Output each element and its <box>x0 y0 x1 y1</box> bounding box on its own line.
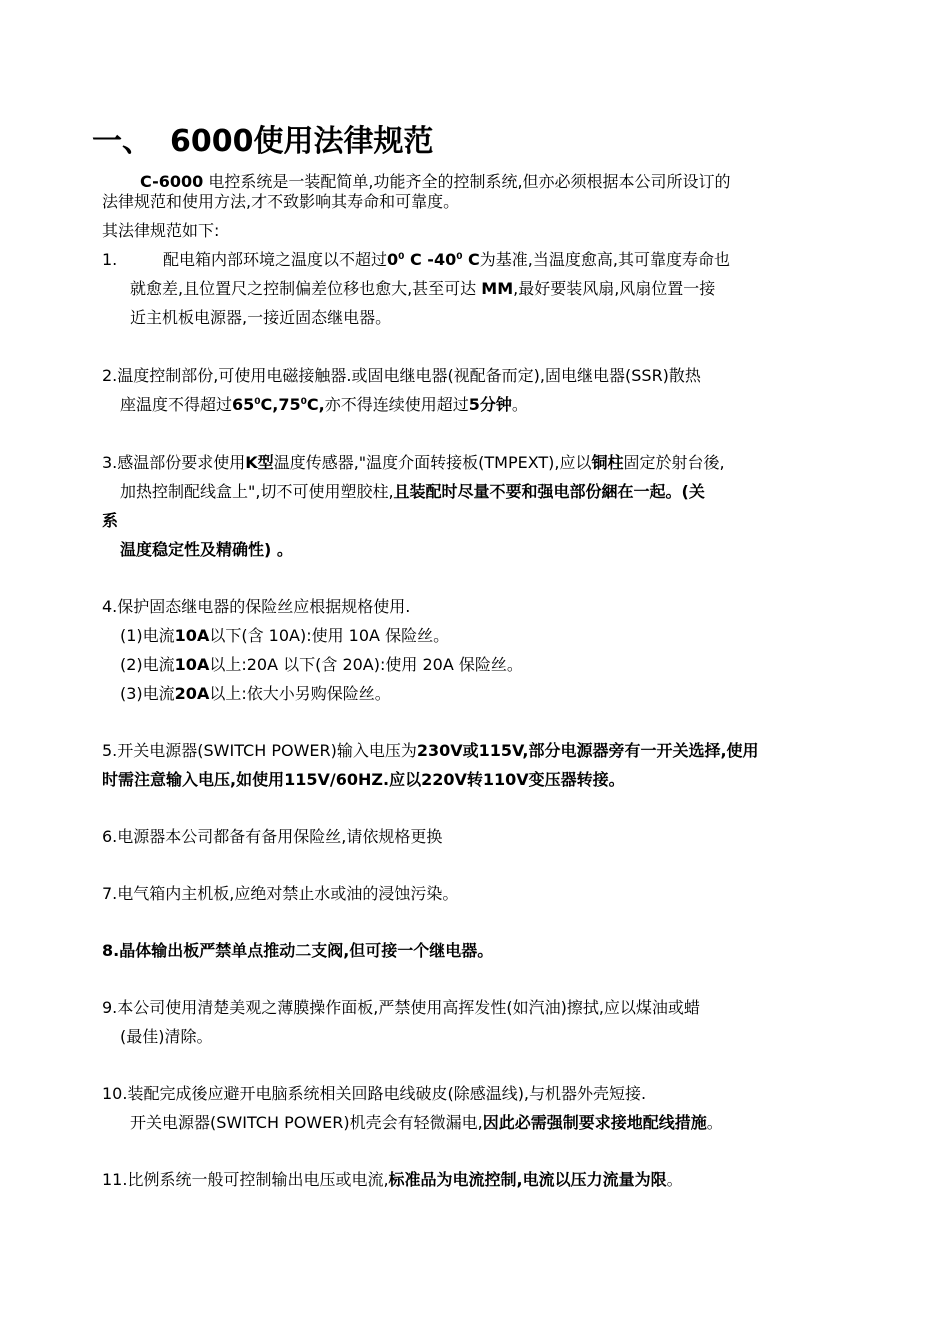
rule-3-line-4: 温度稳定性及精确性) 。 <box>120 540 293 559</box>
rule-2-temp-1: 65 <box>232 395 255 414</box>
rule-7: 7.电气箱内主机板,应绝对禁止水或油的浸蚀污染。 <box>102 884 459 903</box>
rule-4-sub-3-c: 以上:依大小另购保险丝。 <box>209 684 391 703</box>
rule-5-line-2-c: 应以 <box>389 770 422 789</box>
rule-4-sub-2 <box>120 655 523 675</box>
rule-2-temp-2: 75 <box>278 395 301 414</box>
rule-4-sub-2-a: (2)电流 <box>120 655 175 674</box>
rule-1-text-b: 为基准,当温度愈高,其可靠度寿命也 <box>479 250 730 269</box>
rule-2-temp-2-unit: C, <box>306 395 325 414</box>
rule-3-line-1-a: 3.感温部份要求使用 <box>102 453 246 472</box>
rule-5-line-1-b: 230V或115V,部分电源器旁有一开关选择,使用 <box>416 741 759 760</box>
rule-4-sub-2-current: 10A <box>174 655 210 674</box>
rule-2-line-2-a: 座温度不得超过 <box>120 395 233 414</box>
intro-code: C-6000 <box>140 172 204 191</box>
rule-2-line-1: 2.温度控制部份,可使用电磁接触器.或固电继电器(视配备而定),固电继电器(SSR)散热 <box>102 366 701 385</box>
rule-1-temp-low <box>387 250 480 269</box>
rule-10-line-2-a: 开关电源器(SWITCH POWER)机壳会有轻微漏电, <box>130 1113 483 1132</box>
rule-3-line-2-b: 且装配时尽量不要和强电部份綑在一起。(关 <box>393 482 705 501</box>
rule-11-b: 标准品为电流控制,电流以压力流量为限 <box>388 1170 667 1189</box>
rule-9-line-1: 9.本公司使用清楚美观之薄膜操作面板,严禁使用高挥发性(如汽油)擦拭,应以煤油或蜡 <box>102 998 700 1017</box>
rule-6: 6.电源器本公司都备有备用保险丝,请依规格更换 <box>102 827 443 846</box>
rule-2-line-2-b: 亦不得连续使用超过 <box>324 395 469 414</box>
rule-2-temp-1-degree: 0 <box>254 397 261 407</box>
rule-1-temp-low-degree: 0 <box>398 252 405 262</box>
rule-2-temps <box>232 395 325 414</box>
rule-4-sub-1 <box>120 626 449 646</box>
rule-2-duration: 5分钟 <box>468 395 512 414</box>
rule-4-sub-1-c: 以下(含 10A):使用 10A 保险丝。 <box>209 626 450 645</box>
rule-10-line-1: 10.装配完成後应避开电脑系统相关回路电线破皮(除感温线),与机器外壳短接. <box>102 1084 647 1103</box>
rule-2-line-2-end: 。 <box>511 395 528 414</box>
rule-3-k-type: K型 <box>245 453 274 472</box>
rule-4-sub-3-a: (3)电流 <box>120 684 175 703</box>
rule-4-sub-3-current: 20A <box>174 684 210 703</box>
rule-1-line-2-b: ,最好要装风扇,风扇位置一接 <box>513 279 716 298</box>
rule-9-line-2: (最佳)清除。 <box>120 1027 213 1046</box>
rule-11-a: 11.比例系统一般可控制输出电压或电流, <box>102 1170 389 1189</box>
rule-1-temp-high-unit: C <box>462 250 480 269</box>
rule-10-line-2 <box>130 1113 723 1133</box>
rule-5-line-2-g: 变压器转接。 <box>528 770 625 789</box>
rule-4-line-1: 4.保护固态继电器的保险丝应根据规格使用. <box>102 597 411 616</box>
rule-1-temp-low-value: 0 <box>387 250 399 269</box>
rule-2-temp-2-degree: 0 <box>300 397 307 407</box>
rule-3-line-3: 系 <box>102 511 119 530</box>
rule-5-line-2-f: 110V <box>482 770 529 789</box>
intro-line-1-text: 电控系统是一装配简单,功能齐全的控制系统,但亦必须根据本公司所设订的 <box>203 172 731 191</box>
rule-4-sub-1-current: 10A <box>174 626 210 645</box>
title-prefix: 一、 <box>92 124 152 159</box>
rule-1-line-3: 近主机板电源器,一接近固态继电器。 <box>130 308 392 327</box>
rule-3-line-1-d: 固定於射台後, <box>623 453 725 472</box>
rule-4-sub-3 <box>120 684 391 704</box>
rule-5-line-2-d: 220V <box>421 770 467 789</box>
rule-2-temp-1-unit: C, <box>260 395 279 414</box>
rule-1-temp-high-degree: 0 <box>456 252 463 262</box>
rule-3-line-1-b: 温度传感器,"温度介面转接板(TMPEXT),应以 <box>273 453 592 472</box>
rule-1-line-1 <box>163 250 730 270</box>
rule-5-line-2-e: 转 <box>466 770 483 789</box>
rule-1-text-a: 配电箱内部环境之温度以不超过 <box>163 250 388 269</box>
intro-line-2: 法律规范和使用方法,才不致影响其寿命和可靠度。 <box>102 192 460 211</box>
rule-4-sub-1-a: (1)电流 <box>120 626 175 645</box>
page-title <box>92 122 434 162</box>
title-text: 6000使用法律规范 <box>170 124 434 159</box>
rule-3-line-1 <box>102 453 725 473</box>
rule-10-line-2-end: 。 <box>706 1113 723 1132</box>
intro-lead: 其法律规范如下: <box>102 221 220 240</box>
rule-1-temp-low-unit: C -40 <box>404 250 457 269</box>
rule-5-line-2 <box>102 770 625 790</box>
rule-5-line-1-a: 5.开关电源器(SWITCH POWER)输入电压为 <box>102 741 417 760</box>
rule-8: 8.晶体输出板严禁单点推动二支阀,但可接一个继电器。 <box>102 941 494 960</box>
rule-3-line-2 <box>120 482 705 502</box>
rule-10-line-2-b: 因此必需强制要求接地配线措施 <box>482 1113 707 1132</box>
rule-3-line-2-a: 加热控制配线盒上",切不可使用塑胶柱, <box>120 482 394 501</box>
rule-11-end: 。 <box>666 1170 683 1189</box>
rule-1-number: 1. <box>102 250 118 269</box>
rule-4-sub-2-c: 以上:20A 以下(含 20A):使用 20A 保险丝。 <box>209 655 523 674</box>
rule-1-line-2-a: 就愈差,且位置尺之控制偏差位移也愈大,甚至可达 <box>130 279 482 298</box>
rule-11 <box>102 1170 683 1190</box>
rule-5-line-2-a: 时需注意输入电压,如使用 <box>102 770 285 789</box>
rule-5-line-2-b: 115V/60HZ. <box>284 770 390 789</box>
rule-1-mm: MM <box>481 279 514 298</box>
intro-line-1 <box>140 172 731 192</box>
rule-1-line-2 <box>130 279 715 299</box>
rule-3-copper-post: 铜柱 <box>591 453 624 472</box>
rule-5-line-1 <box>102 741 759 761</box>
rule-2-line-2 <box>120 395 528 415</box>
